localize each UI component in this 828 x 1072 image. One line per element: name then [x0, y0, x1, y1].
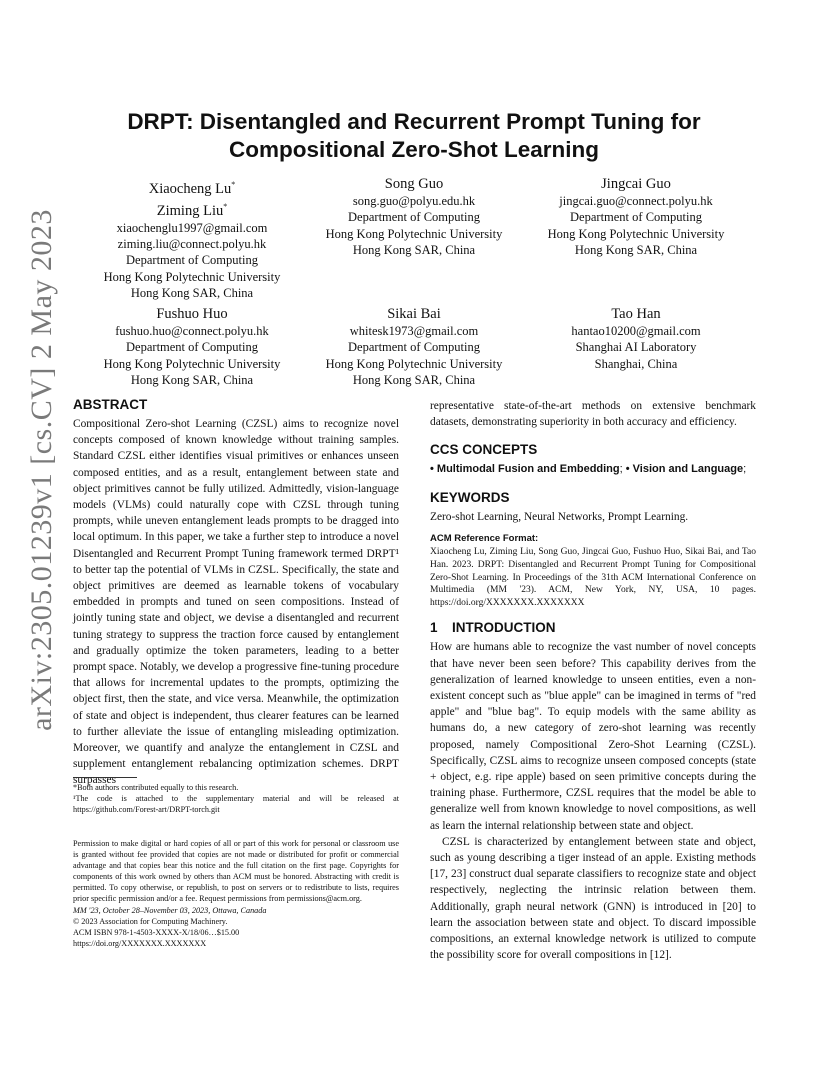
- author-location: Hong Kong SAR, China: [352, 242, 476, 257]
- isbn-line: ACM ISBN 978-1-4503-XXXX-X/18/06…$15.00: [73, 927, 240, 937]
- author-email: xiaochenglu1997@gmail.com: [116, 220, 268, 235]
- author-block-song-guo: [304, 176, 524, 258]
- keywords-heading: KEYWORDS: [430, 490, 510, 506]
- intro-paragraph-2: CZSL is characterized by entanglement between state and object, such as young describing a tiger instead of an apple. Existing methods [17, 23] construct dual separate classifiers to recognize state and object respectively, neglecting the intrinsic relation between them. Additionally, graph neural network (GNN) is introduced in [20] to learn the association between state and object. To discard impossible compositions, an external knowledge network is utilized to compute the possibility score for overall compositions in [12].: [430, 835, 756, 962]
- author-block-lu-liu: [82, 176, 302, 301]
- left-column: [73, 397, 399, 789]
- footnote-code: ¹The code is attached to the supplementary material and will be released at https://github.com/Forest-art/DRPT-torch.git: [73, 794, 399, 814]
- permission-text: Permission to make digital or hard copies of all or part of this work for personal or classroom use is granted without fee provided that copies are not made or distributed for profit or commercial advantage and that copies bear this notice and the full citation on the first page. Copyrights for components of this work owned by others than ACM must be honored. Abstracting with credit is permitted. To copy otherwise, or republish, to post on servers or to redistribute to lists, requires prior specific permission and/or a fee. Request permissions from permissions@acm.org.: [73, 839, 399, 904]
- author-email: ziming.liu@connect.polyu.hk: [117, 236, 267, 251]
- title-line-1: DRPT: Disentangled and Recurrent Prompt Tuning for: [127, 109, 701, 134]
- acm-reference-text: Xiaocheng Lu, Ziming Liu, Song Guo, Jingcai Guo, Fushuo Huo, Sikai Bai, and Tao Han. 2023. DRPT: Disentangled and Recurrent Prompt Tuning for Compositional Zero-Shot Learning. In Proceedings of the 31th ACM International Conference on Multimedia (MM '23). ACM, New York, NY, USA, 10 pages. https://doi.org/XXXXXXX.XXXXXXX: [430, 547, 756, 608]
- author-email: whitesk1973@gmail.com: [349, 324, 479, 338]
- doi-line: https://doi.org/XXXXXXX.XXXXXXX: [73, 938, 207, 948]
- author-email: song.guo@polyu.edu.hk: [352, 194, 476, 208]
- author-univ: Hong Kong Polytechnic University: [325, 356, 503, 371]
- author-email: jingcai.guo@connect.polyu.hk: [559, 194, 713, 208]
- intro-number: 1: [430, 620, 438, 636]
- arxiv-stamp-text: arXiv:2305.01239v1 [cs.CV] 2 May 2023: [25, 209, 58, 731]
- author-block-jingcai-guo: [526, 176, 746, 258]
- conference-venue: MM '23, October 28–November 03, 2023, Ottawa, Canada: [73, 905, 267, 915]
- author-name: Sikai Bai: [387, 306, 441, 322]
- author-dept: Department of Computing: [348, 340, 480, 355]
- copyright-line: © 2023 Association for Computing Machinery.: [73, 916, 228, 926]
- permission-block: [73, 838, 399, 949]
- abstract-continued: representative state-of-the-art methods on extensive benchmark datasets, demonstrating superiority in both accuracy and efficiency.: [430, 400, 756, 429]
- ccs-item-2: • Vision and Language: [625, 463, 744, 476]
- author-univ: Hong Kong Polytechnic University: [103, 269, 281, 284]
- abstract-text: Compositional Zero-shot Learning (CZSL) aims to recognize novel concepts composed of known knowledge without training samples. Standard CZSL either identifies visual primitives or enhances unseen composed entities, and as a result, entanglement between state and object primitives cannot be fully utilized. Admittedly, vision-language models (VLMs) could naturally cope with CZSL through tuning prompts, while uneven entanglement leads prompts to be dragged into local optimum. In this paper, we take a further step to introduce a novel Disentangled and Recurrent Prompt Tuning framework termed DRPT¹ to better tap the potential of VLMs in CZSL. Specifically, the state and object primitives are deemed as learnable tokens of vocabulary embedded in prompts and tuned on seen compositions. Instead of jointly tuning state and object, we devise a disentangled and recurrent tuning strategy to suppress the traction force caused by entanglement and gradually optimize the token parameters, leading to a better prompt space. Notably, we develop a progressive fine-tuning procedure that allows for incremental updates to the prompts, optimizing the object first, then the state, and vice versa. Meanwhile, the optimization of state and object is independent, thus clearer features can be learned to further alleviate the issue of entangling misleading optimization. Moreover, we quantify and analyze the entanglement in CZSL and supplement entanglement rebalancing optimization schemes. DRPT surpasses: [73, 418, 399, 787]
- footnote-rule: [73, 777, 137, 778]
- keywords-text: Zero-shot Learning, Neural Networks, Prompt Learning.: [430, 511, 689, 524]
- author-univ: Hong Kong Polytechnic University: [547, 226, 725, 241]
- ccs-concepts: • Multimodal Fusion and Embedding; • Vision and Language;: [430, 463, 747, 476]
- author-email: hantao10200@gmail.com: [571, 324, 701, 338]
- author-location: Hong Kong SAR, China: [574, 242, 698, 257]
- author-block-fushuo-huo: [82, 306, 302, 388]
- footnote-equal-contribution: *Both authors contributed equally to this research.: [73, 783, 239, 792]
- author-location: Hong Kong SAR, China: [130, 285, 254, 300]
- ccs-heading: CCS CONCEPTS: [430, 442, 538, 458]
- author-name: Fushuo Huo: [156, 306, 228, 322]
- author-dept: Department of Computing: [126, 253, 258, 268]
- author-name: Jingcai Guo: [601, 176, 671, 192]
- author-name: Ziming Liu*: [156, 201, 228, 219]
- author-location: Hong Kong SAR, China: [130, 372, 254, 387]
- author-name: Xiaocheng Lu*: [148, 180, 236, 197]
- author-dept: Department of Computing: [126, 340, 258, 355]
- author-dept: Department of Computing: [570, 210, 702, 225]
- author-univ: Hong Kong Polytechnic University: [325, 226, 503, 241]
- author-location: Shanghai, China: [594, 356, 678, 371]
- author-name: Tao Han: [611, 306, 661, 322]
- author-univ: Hong Kong Polytechnic University: [103, 356, 281, 371]
- author-email: fushuo.huo@connect.polyu.hk: [115, 324, 269, 338]
- author-name: Song Guo: [384, 176, 444, 192]
- right-column: [430, 397, 756, 963]
- acm-reference-heading: ACM Reference Format:: [430, 533, 539, 545]
- intro-title: INTRODUCTION: [452, 620, 556, 636]
- title-line-2: Compositional Zero-Shot Learning: [229, 137, 599, 162]
- author-affiliation: Shanghai AI Laboratory: [575, 340, 697, 355]
- author-location: Hong Kong SAR, China: [352, 372, 476, 387]
- author-block-tao-han: [526, 306, 746, 372]
- abstract-heading: ABSTRACT: [73, 397, 148, 412]
- intro-paragraph-1: How are humans able to recognize the vast number of novel concepts that have never been seen before? This capability derives from the generalization of learned knowledge to unseen entities, even a non-existent concept such as "blue apple" can be imagined in terms of "red apple" and "blue bag". To equip models with the same ability as humans do, a new category of zero-shot learning was recently proposed, namely Compositional Zero-Shot Learning (CZSL). Specifically, CZSL aims to recognize unseen composed concepts (state + object, e.g. ripe apple) based on seen primitive concepts during the training phase. Furthermore, CZSL requires that the model be able to generalize well from known knowledge to novel compositions, as well as learn the internal relationship between state and object.: [430, 641, 756, 832]
- author-block-sikai-bai: [304, 306, 524, 388]
- arxiv-stamp: [22, 210, 62, 730]
- author-dept: Department of Computing: [348, 210, 480, 225]
- ccs-item-1: • Multimodal Fusion and Embedding: [430, 463, 620, 476]
- intro-heading: [430, 620, 756, 635]
- paper-title: [90, 108, 738, 164]
